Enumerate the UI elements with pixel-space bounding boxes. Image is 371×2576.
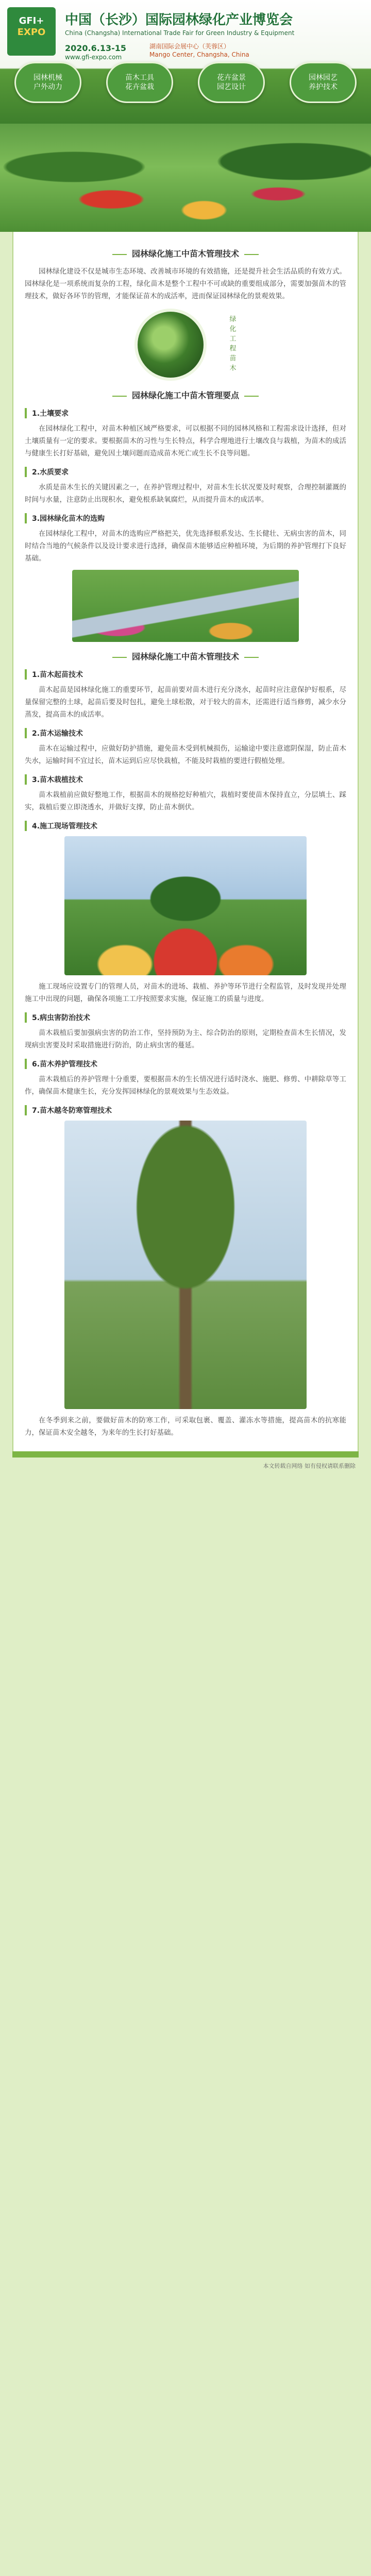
expo-url[interactable]: www.gfi-expo.com xyxy=(65,54,122,61)
subheading: 2.苗木运输技术 xyxy=(25,728,346,738)
logo-line1: GFI+ xyxy=(19,15,44,26)
heading-bar xyxy=(112,396,127,397)
footer-note: 本文转载自网络 如有侵权请联系删除 xyxy=(263,1463,356,1469)
expo-place-cn: 湖南国际会展中心（芙蓉区） xyxy=(149,43,230,50)
paragraph: 园林绿化建设不仅是城市生态环境、改善城市环境的有效措施，还是提升社会生活品质的有效方式。园林绿化是一项系统而复杂的工程，绿化苗木是整个工程中不可或缺的重要组成部分，需要加强苗木的管理技术，做好各环节的管理，才能保证苗木的成活率，进而保证园林绿化的景观效果。 xyxy=(25,267,346,300)
paragraph: 在园林绿化工程中，对苗木种植区域严格要求，可以根据不同的园林风格和工程需求设计选择，但对土壤质量有一定的要求。要根据苗木的习性与生长特点，科学合理地进行土壤改良与栽植，为苗木的成活与健康生长打好基础，避免因土壤问题而造成苗木死亡或生长不良等问题。 xyxy=(25,425,346,457)
palm-flowerbed-photo xyxy=(64,836,307,975)
expo-title-en: China (Changsha) International Trade Fair for Green Industry & Equipment xyxy=(65,29,295,37)
paragraph: 水质是苗木生长的关键因素之一，在养护管理过程中，对苗木生长状况要及时观察，合理控制灌溉的时间与水量，注意防止出现积水，避免根系缺氧腐烂，从而提升苗木的成活率。 xyxy=(25,483,346,504)
intro-figure xyxy=(25,309,346,381)
subheading: 3.园林绿化苗木的选购 xyxy=(25,513,346,523)
side-label: 绿化工程苗木 xyxy=(228,315,236,374)
heading-text: 园林绿化施工中苗木管理技术 xyxy=(131,249,239,259)
heading-bar xyxy=(244,396,259,397)
garden-hero-image xyxy=(0,124,371,232)
round-garden-photo xyxy=(134,309,207,381)
paragraph: 苗木起苗是园林绿化施工的重要环节，起苗前要对苗木进行充分浇水，起苗时应注意保护好根系，尽量保留完整的土球，起苗后要及时包扎，避免土球松散，对于较大的苗木，还需进行适当修剪，减少水分蒸发，提高苗木的成活率。 xyxy=(25,686,346,719)
category-1[interactable]: 园林机械 户外动力 xyxy=(14,62,81,103)
expo-title-cn: 中国（长沙）国际园林绿化产业博览会 xyxy=(65,12,293,28)
subheading: 5.病虫害防治技术 xyxy=(25,1012,346,1023)
heading-bar xyxy=(244,657,259,658)
section-heading-1 xyxy=(25,247,346,259)
category-4[interactable]: 园林园艺 养护技术 xyxy=(290,62,357,103)
large-tree-photo xyxy=(64,1121,307,1409)
subheading: 6.苗木养护管理技术 xyxy=(25,1059,346,1069)
category-row xyxy=(14,62,357,103)
paragraph: 苗木在运输过程中，应做好防护措施，避免苗木受到机械损伤，运输途中要注意遮阴保湿，防止苗木失水，运输时间不宜过长，苗木运到后应尽快栽植，不能及时栽植的要进行假植处理。 xyxy=(25,744,346,765)
expo-title xyxy=(65,9,366,37)
expo-place xyxy=(149,42,249,59)
section-heading-3 xyxy=(25,650,346,662)
paragraph: 施工现场应设置专门的管理人员，对苗木的进场、栽植、养护等环节进行全程监管，及时发现并处理施工中出现的问题，确保各项施工工序按照要求实施，保证施工的质量与进度。 xyxy=(25,982,346,1003)
heading-bar xyxy=(112,254,127,255)
paragraph: 苗木栽植后的养护管理十分重要，要根据苗木的生长情况进行适时浇水、施肥、修剪、中耕除草等工作，确保苗木健康生长，充分发挥园林绿化的景观效果与生态效益。 xyxy=(25,1075,346,1096)
expo-header xyxy=(0,0,371,124)
category-3[interactable]: 花卉盆景 园艺设计 xyxy=(198,62,265,103)
subheading: 3.苗木栽植技术 xyxy=(25,774,346,785)
heading-text: 园林绿化施工中苗木管理要点 xyxy=(131,391,239,400)
article-card xyxy=(12,232,359,1451)
logo-line2: EXPO xyxy=(17,27,46,38)
heading-bar xyxy=(244,254,259,255)
footer-bar xyxy=(12,1451,359,1458)
heading-bar xyxy=(112,657,127,658)
subheading: 4.施工现场管理技术 xyxy=(25,821,346,831)
subheading: 1.土壤要求 xyxy=(25,408,346,418)
subheading: 7.苗木越冬防寒管理技术 xyxy=(25,1105,346,1115)
expo-logo[interactable] xyxy=(7,7,56,56)
paragraph: 苗木栽植后要加强病虫害的防治工作，坚持预防为主、综合防治的原则，定期检查苗木生长情况，发现病虫害要及时采取措施进行防治，防止病虫害的蔓延。 xyxy=(25,1029,346,1049)
garden-path-photo xyxy=(72,570,299,642)
paragraph: 在冬季到来之前，要做好苗木的防寒工作，可采取包裹、覆盖、灌冻水等措施，提高苗木的抗寒能力，保证苗木安全越冬，为来年的生长打好基础。 xyxy=(25,1416,346,1437)
paragraph: 苗木栽植前应做好整地工作，根据苗木的规格挖好种植穴，栽植时要使苗木保持直立，分层填土、踩实，栽植后要立即浇透水，并做好支撑，防止苗木倒伏。 xyxy=(25,791,346,811)
expo-date: 2020.6.13-15 xyxy=(65,43,126,53)
paragraph: 在园林绿化工程中，对苗木的选购应严格把关，优先选择根系发达、生长健壮、无病虫害的苗木，同时结合当地的气候条件以及设计要求进行选择，确保苗木能够适应种植环境，为后期的养护管理打下良好基础。 xyxy=(25,530,346,563)
heading-text: 园林绿化施工中苗木管理技术 xyxy=(131,652,239,662)
category-2[interactable]: 苗木工具 花卉盆栽 xyxy=(106,62,173,103)
section-heading-2 xyxy=(25,389,346,401)
subheading: 1.苗木起苗技术 xyxy=(25,669,346,680)
subheading: 2.水质要求 xyxy=(25,467,346,477)
expo-place-en: Mango Center, Changsha, China xyxy=(149,51,249,58)
